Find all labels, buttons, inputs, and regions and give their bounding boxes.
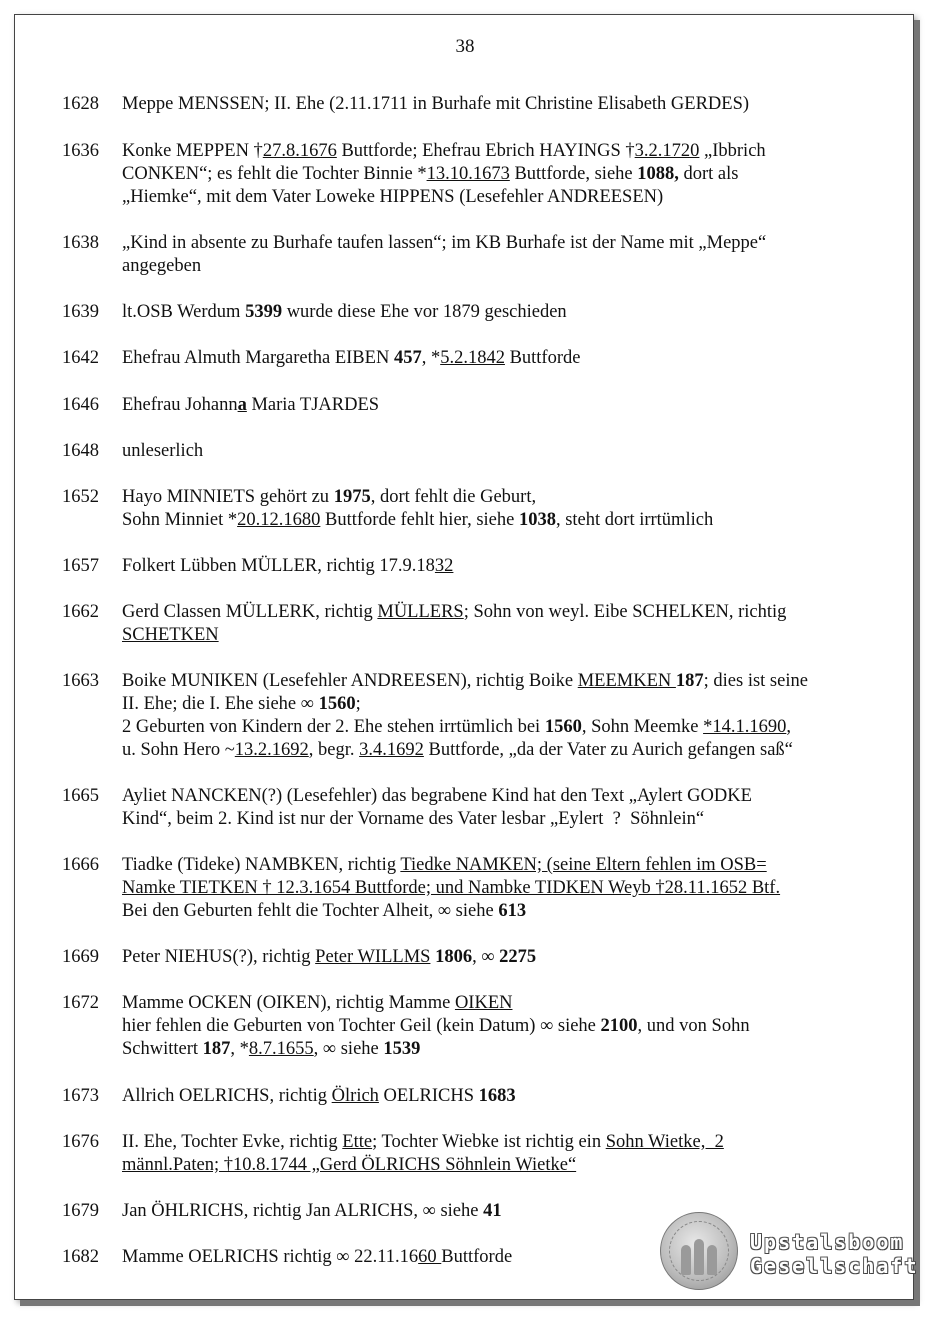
entry-number: 1682 (62, 1247, 99, 1267)
entry-number: 1638 (62, 233, 99, 253)
text-segment: Jan ÖHLRICHS, richtig Jan ALRICHS, ∞ siehe (122, 1201, 484, 1221)
page-number: 38 (455, 36, 475, 57)
logo-text-line1: Upstalsboom (750, 1230, 905, 1254)
text-segment: dort als (678, 164, 739, 184)
entry-text (122, 555, 882, 578)
text-segment: 1560 (318, 694, 356, 714)
text-segment: 27.8.1676 (262, 141, 337, 161)
logo-text-line2: Gesellschaft (750, 1254, 919, 1278)
text-segment: II. Ehe, Tochter Evke, richtig (122, 1132, 343, 1152)
text-segment: OELRICHS (378, 1086, 479, 1106)
text-segment: 3.4.1692 (359, 740, 424, 760)
text-segment: Konke MEPPEN † (122, 141, 263, 161)
entry-text (122, 232, 882, 278)
entry-line (122, 140, 882, 163)
text-segment: MÜLLERS (377, 602, 464, 622)
text-segment: SCHETKEN (122, 625, 219, 645)
text-segment: Mamme OELRICHS richtig ∞ 22.11.16 (122, 1247, 419, 1267)
entry-line (122, 1200, 882, 1223)
entry-line (122, 1154, 882, 1177)
text-segment: , dort fehlt die Geburt, (370, 487, 537, 507)
text-segment: Peter WILLMS (315, 947, 431, 967)
text-segment: Gerd Classen MÜLLERK, richtig (122, 602, 378, 622)
text-segment: Ette (342, 1132, 373, 1152)
text-segment: , * (421, 348, 441, 368)
entry-number: 1652 (62, 487, 99, 507)
entry-text (122, 93, 882, 116)
entry-number: 1676 (62, 1132, 99, 1152)
text-segment: Ölrich (331, 1086, 379, 1106)
text-segment: Kind“, beim 2. Kind ist nur der Vorname des Vater lesbar „Eylert ? Söhnlein“ (122, 809, 705, 829)
entry-line (122, 808, 882, 831)
entry-line (122, 601, 882, 624)
entry-text (122, 394, 882, 417)
entry-text (122, 140, 882, 209)
text-segment: Mamme OCKEN (OIKEN), richtig Mamme (122, 993, 455, 1013)
text-segment: Ehefrau Almuth Margaretha EIBEN (122, 348, 394, 368)
text-segment: Sohn Wietke, 2 (605, 1132, 724, 1152)
entry-number: 1665 (62, 786, 99, 806)
entry-line (122, 900, 882, 923)
text-segment: angegeben (122, 256, 202, 276)
entry-text (122, 347, 882, 370)
text-segment: Maria TJARDES (246, 395, 380, 415)
entry-line (122, 670, 882, 693)
text-segment: Buttforde, „da der Vater zu Aurich gefangen saß“ (423, 740, 793, 760)
entry-line (122, 555, 882, 578)
text-segment: Meppe MENSSEN; II. Ehe (2.11.1711 in Burhafe mit Christine Elisabeth GERDES) (122, 94, 750, 114)
entry-text (122, 301, 882, 324)
text-segment: 1088, (637, 164, 679, 184)
text-segment: , * (230, 1039, 249, 1059)
text-segment: 1975 (333, 487, 371, 507)
text-segment: OIKEN (454, 993, 513, 1013)
entry-line (122, 232, 882, 255)
entry-line (122, 693, 882, 716)
text-segment: 2100 (600, 1016, 638, 1036)
text-segment: „Kind in absente zu Burhafe taufen lassen“; im KB Burhafe ist der Name mit „Meppe“ (122, 233, 767, 253)
text-segment: 3.2.1720 (634, 141, 700, 161)
text-segment: , und von Sohn (637, 1016, 750, 1036)
text-segment: ; dies ist seine (703, 671, 808, 691)
text-segment: , ∞ (472, 947, 500, 967)
text-segment: männl.Paten; †10.8.1744 „Gerd ÖLRICHS Söhnlein Wietke“ (122, 1155, 577, 1175)
text-segment: Schwittert (122, 1039, 203, 1059)
text-segment: unleserlich (122, 441, 204, 461)
text-segment: Peter NIEHUS(?), richtig (122, 947, 316, 967)
text-segment: CONKEN“; es fehlt die Tochter Binnie * (122, 164, 427, 184)
entry-line (122, 1038, 882, 1061)
text-segment: Buttforde fehlt hier, siehe (320, 510, 519, 530)
text-segment: Tiadke (Tideke) NAMBKEN, richtig (122, 855, 401, 875)
text-segment: Namke TIETKEN † 12.3.1654 Buttforde; und Nambke TIDKEN Weyb †28.11.1652 Btf. (122, 878, 781, 898)
text-segment: Buttforde, siehe (509, 164, 638, 184)
entry-text (122, 440, 882, 463)
entry-line (122, 1015, 882, 1038)
text-segment: 1560 (544, 717, 582, 737)
entry-number: 1657 (62, 556, 99, 576)
entry-line (122, 946, 882, 969)
text-segment: Allrich OELRICHS, richtig (122, 1086, 332, 1106)
entry-text (122, 854, 882, 923)
text-segment: Buttforde (504, 348, 581, 368)
text-segment: 13.2.1692 (234, 740, 309, 760)
text-segment: Hayo MINNIETS gehört zu (122, 487, 334, 507)
entry-text (122, 486, 882, 532)
entry-line (122, 347, 882, 370)
text-segment: ; Tochter Wiebke ist richtig ein (372, 1132, 606, 1152)
entry-line (122, 624, 882, 647)
text-segment: 613 (498, 901, 527, 921)
entry-line (122, 163, 882, 186)
entry-line (122, 440, 882, 463)
text-segment: *14.1.1690 (703, 717, 787, 737)
entry-line (122, 394, 882, 417)
text-segment: 8.7.1655 (248, 1039, 314, 1059)
entry-number: 1642 (62, 348, 99, 368)
entry-number: 1639 (62, 302, 99, 322)
entry-line (122, 509, 882, 532)
text-segment: Buttforde (441, 1247, 513, 1267)
text-segment: Ehefrau Johann (122, 395, 238, 415)
entry-line (122, 301, 882, 324)
text-segment: 1038 (518, 510, 556, 530)
text-segment: MEEMKEN (577, 671, 676, 691)
entry-line (122, 1085, 882, 1108)
text-segment: , steht dort irrtümlich (555, 510, 714, 530)
text-segment: „Hiemke“, mit dem Vater Loweke HIPPENS (Lesefehler ANDREESEN) (122, 187, 664, 207)
entry-number: 1628 (62, 94, 99, 114)
text-segment: Folkert Lübben MÜLLER, richtig 17.9.18 (122, 556, 435, 576)
entry-line (122, 93, 882, 116)
text-segment: 5.2.1842 (440, 348, 505, 368)
text-segment: „Ibbrich (699, 141, 766, 161)
entry-number: 1679 (62, 1201, 99, 1221)
text-segment: Tiedke NAMKEN; (seine Eltern fehlen im OSB= (400, 855, 767, 875)
text-segment: , ∞ siehe (313, 1039, 384, 1059)
entry-line (122, 877, 882, 900)
text-segment: Bei den Geburten fehlt die Tochter Alheit, ∞ siehe (122, 901, 499, 921)
text-segment: 41 (483, 1201, 502, 1221)
text-segment: 32 (434, 556, 454, 576)
text-segment: , (786, 717, 791, 737)
entry-text (122, 1131, 882, 1177)
text-segment: 20.12.1680 (237, 510, 321, 530)
text-segment: a (237, 395, 247, 415)
entry-line (122, 1131, 882, 1154)
text-segment: Boike MUNIKEN (Lesefehler ANDREESEN), richtig Boike (122, 671, 578, 691)
entry-line (122, 716, 882, 739)
text-segment: 13.10.1673 (426, 164, 510, 184)
entry-number: 1673 (62, 1086, 99, 1106)
entry-line (122, 486, 882, 509)
entry-number: 1663 (62, 671, 99, 691)
text-segment: 457 (393, 348, 422, 368)
entry-text (122, 946, 882, 969)
entry-line (122, 739, 882, 762)
text-segment: , begr. (308, 740, 360, 760)
entry-line (122, 854, 882, 877)
entry-line (122, 785, 882, 808)
society-seal-icon (660, 1212, 738, 1290)
entry-number: 1648 (62, 441, 99, 461)
text-segment: 2 Geburten von Kindern der 2. Ehe stehen irrtümlich bei (122, 717, 545, 737)
entry-line (122, 186, 882, 209)
text-segment: 5399 (245, 302, 283, 322)
text-segment: ; Sohn von weyl. Eibe SCHELKEN, richtig (463, 602, 787, 622)
entry-line (122, 255, 882, 278)
entry-text (122, 1085, 882, 1108)
entry-number: 1672 (62, 993, 99, 1013)
entry-number: 1636 (62, 141, 99, 161)
entry-text (122, 670, 882, 762)
entry-text (122, 785, 882, 831)
text-segment: Buttforde; Ehefrau Ebrich HAYINGS † (336, 141, 635, 161)
text-segment: 1806 (435, 947, 473, 967)
entry-text (122, 601, 882, 647)
text-segment: 187 (675, 671, 704, 691)
text-segment: , Sohn Meemke (581, 717, 704, 737)
text-segment: 1539 (383, 1039, 421, 1059)
text-segment: II. Ehe; die I. Ehe siehe ∞ (122, 694, 319, 714)
text-segment: 1683 (478, 1086, 516, 1106)
text-segment: ; (355, 694, 361, 714)
entry-text (122, 992, 882, 1061)
text-segment: 187 (202, 1039, 231, 1059)
text-segment: wurde diese Ehe vor 1879 geschieden (282, 302, 567, 322)
text-segment: 60 (418, 1247, 442, 1267)
text-segment: hier fehlen die Geburten von Tochter Geil (kein Datum) ∞ siehe (122, 1016, 601, 1036)
text-segment: 2275 (499, 947, 537, 967)
entry-number: 1666 (62, 855, 99, 875)
entry-number: 1646 (62, 395, 99, 415)
text-segment: Sohn Minniet * (122, 510, 238, 530)
entry-number: 1662 (62, 602, 99, 622)
entry-line (122, 992, 882, 1015)
entry-number: 1669 (62, 947, 99, 967)
text-segment: Ayliet NANCKEN(?) (Lesefehler) das begrabene Kind hat den Text „Aylert GODKE (122, 786, 752, 806)
text-segment: u. Sohn Hero ~ (122, 740, 235, 760)
entry-text (122, 1200, 882, 1223)
text-segment: lt.OSB Werdum (122, 302, 246, 322)
